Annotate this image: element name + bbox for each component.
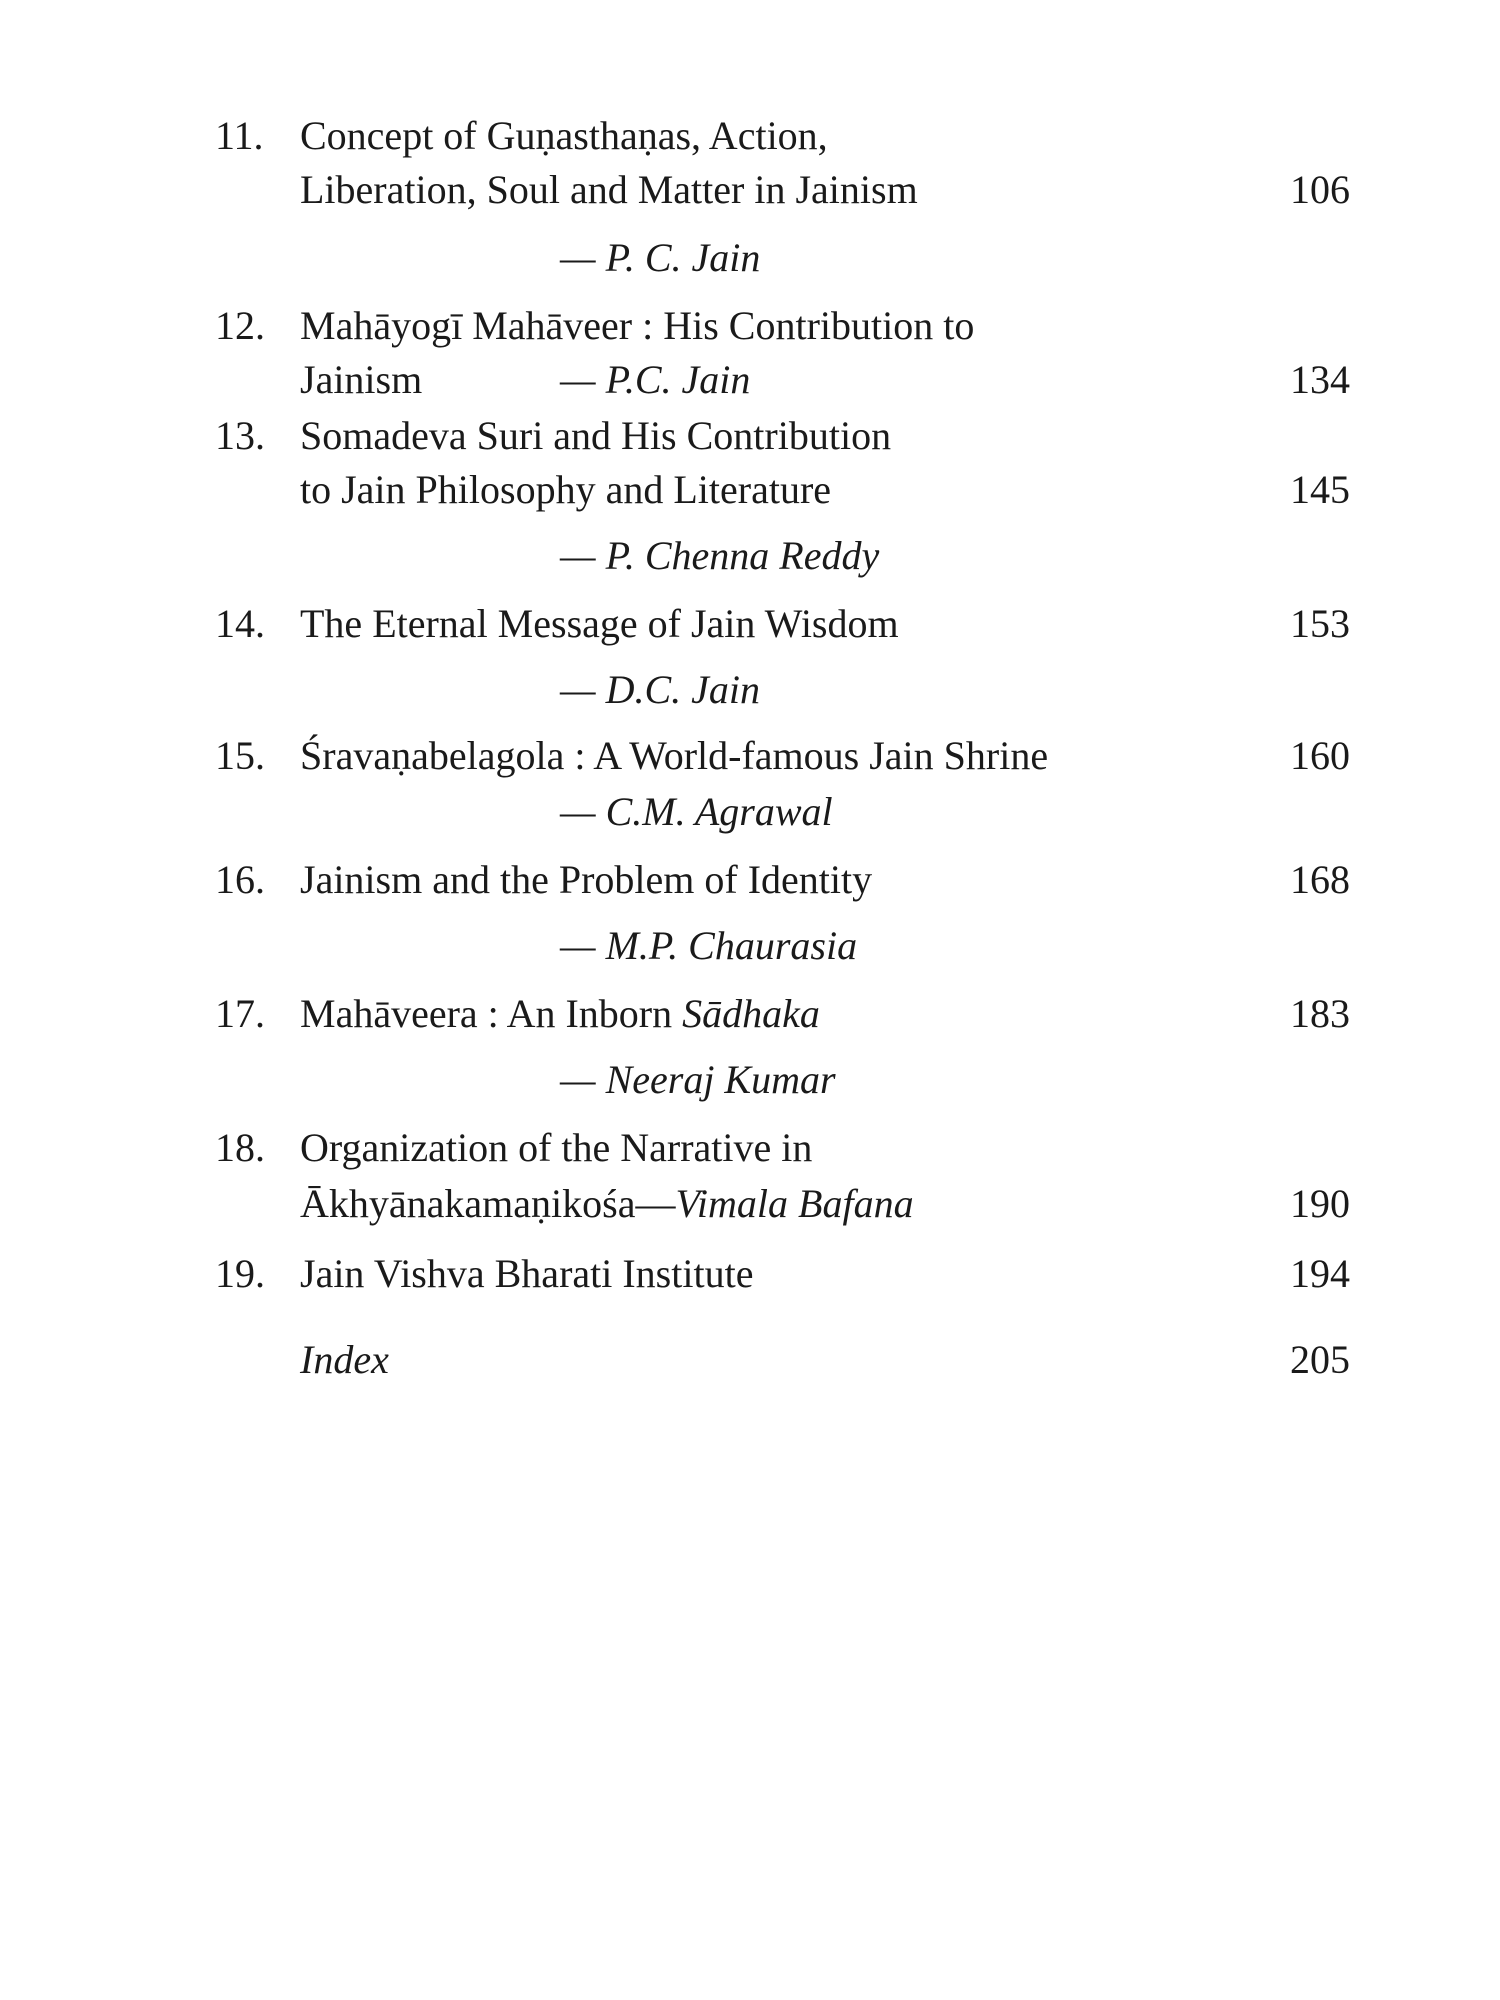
entry-title-line: The Eternal Message of Jain Wisdom [300,601,899,646]
entry-author: — P. C. Jain [560,235,761,280]
entry-author: — Neeraj Kumar [560,1057,836,1102]
entry-number: 14. [215,601,265,646]
entry-page-number: 168 [1290,857,1350,902]
entry-author: — C.M. Agrawal [560,789,833,834]
entry-number: 18. [215,1125,265,1170]
entry-page-number: 153 [1290,601,1350,646]
index-page-number: 205 [1290,1337,1350,1382]
entry-number: 19. [215,1251,265,1296]
entry-page-number: 145 [1290,467,1350,512]
entry-number: 11. [215,113,264,158]
entry-number: 13. [215,413,265,458]
entry-title-line: Jainism [300,357,423,402]
entry-title-line: to Jain Philosophy and Literature [300,467,832,512]
entry-author: — D.C. Jain [560,667,760,712]
entry-page-number: 183 [1290,991,1350,1036]
entry-page-number: 190 [1290,1181,1350,1226]
entry-page-number: 134 [1290,357,1350,402]
entry-author: — M.P. Chaurasia [560,923,858,968]
entry-title-text: Mahāveera : An Inborn [300,991,683,1036]
entry-page-number: 160 [1290,733,1350,778]
entry-title-line: Organization of the Narrative in [300,1125,813,1170]
entry-author: — P.C. Jain [560,357,751,402]
entry-title-line: Mahāyogī Mahāveer : His Contribution to [300,303,975,348]
entry-title-line: Liberation, Soul and Matter in Jainism [300,167,918,212]
entry-number: 12. [215,303,265,348]
entry-title-italic: Sādhaka [682,991,820,1036]
entry-title-line: Somadeva Suri and His Contribution [300,413,892,458]
entry-title-text: Ākhyānakamaṇikośa— [300,1181,676,1226]
entry-title-line: Jainism and the Problem of Identity [300,857,873,902]
entry-title-line [300,1176,914,1232]
entry-title-line: Śravaṇabelagola : A World-famous Jain Shrine [300,733,1049,778]
entry-number: 15. [215,733,265,778]
entry-number: 17. [215,991,265,1036]
entry-title-line [300,986,820,1042]
entry-title-line: Jain Vishva Bharati Institute [300,1251,754,1296]
entry-author: Vimala Bafana [675,1181,914,1226]
entry-page-number: 194 [1290,1251,1350,1296]
entry-title-line: Concept of Guṇasthaṇas, Action, [300,113,828,158]
entry-number: 16. [215,857,265,902]
entry-author: — P. Chenna Reddy [560,533,880,578]
entry-page-number: 106 [1290,167,1350,212]
index-label: Index [300,1337,389,1382]
